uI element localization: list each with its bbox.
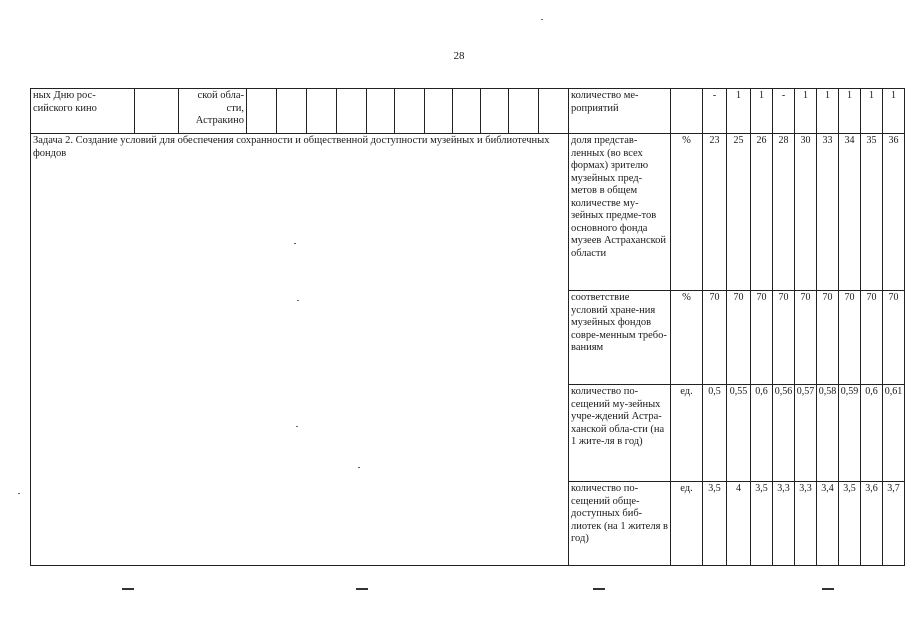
value-cell: 3,7 — [883, 482, 905, 566]
table-row — [31, 134, 905, 291]
value-cell: 1 — [861, 89, 883, 134]
scan-mark — [356, 588, 368, 590]
empty-cell — [135, 89, 179, 134]
value-cell: 70 — [703, 291, 727, 385]
value-cell: 0,55 — [727, 385, 751, 482]
value-cell: 23 — [703, 134, 727, 291]
value-cell: 0,59 — [839, 385, 861, 482]
value-cell: 33 — [817, 134, 839, 291]
indicator-name: количество по-сещений обще-доступных биб-лиотек (на 1 жителя в год) — [569, 482, 671, 566]
value-cell: 26 — [751, 134, 773, 291]
value-cell: 1 — [795, 89, 817, 134]
scan-speck — [296, 426, 298, 427]
scan-speck — [358, 467, 360, 468]
value-cell: 3,3 — [795, 482, 817, 566]
value-cell: 0,61 — [883, 385, 905, 482]
indicator-name: соответствие условий хране-ния музейных фондов совре-менным требо-ваниям — [569, 291, 671, 385]
value-cell: 28 — [773, 134, 795, 291]
indicator-unit: ед. — [671, 482, 703, 566]
value-cell: - — [773, 89, 795, 134]
value-cell: 70 — [751, 291, 773, 385]
executor-cell: ской обла-сти, Астракино — [179, 89, 247, 134]
value-cell: 70 — [883, 291, 905, 385]
scan-speck — [297, 300, 299, 301]
value-cell: 70 — [817, 291, 839, 385]
value-cell: 3,5 — [703, 482, 727, 566]
indicator-unit: % — [671, 291, 703, 385]
indicator-unit — [671, 89, 703, 134]
value-cell: 0,6 — [751, 385, 773, 482]
indicator-name: доля представ-ленных (во всех формах) зрителю музейных пред-метов в общем количестве му-зейных предме-тов основного фонда музеев Астраханской области — [569, 134, 671, 291]
value-cell: 36 — [883, 134, 905, 291]
value-cell: 0,6 — [861, 385, 883, 482]
value-cell: 3,5 — [839, 482, 861, 566]
indicator-unit: ед. — [671, 385, 703, 482]
value-cell: 25 — [727, 134, 751, 291]
indicator-name: количество по-сещений му-зейных учре-ждений Астра-ханской обла-сти (на 1 жите-ля в год) — [569, 385, 671, 482]
value-cell: 35 — [861, 134, 883, 291]
value-cell: 3,3 — [773, 482, 795, 566]
scan-mark — [122, 588, 134, 590]
value-cell: 0,5 — [703, 385, 727, 482]
scan-speck — [18, 493, 20, 494]
value-cell: 1 — [817, 89, 839, 134]
value-cell: 0,56 — [773, 385, 795, 482]
program-table — [30, 88, 905, 566]
value-cell: 1 — [727, 89, 751, 134]
task-description: Задача 2. Создание условий для обеспечения сохранности и общественной доступности музейных и библиотечных фондов — [31, 134, 569, 566]
event-name-cell: ных Дню рос-сийского кино — [31, 89, 135, 134]
value-cell: 70 — [795, 291, 817, 385]
scan-mark — [593, 588, 605, 590]
indicator-name: количество ме-роприятий — [569, 89, 671, 134]
value-cell: 70 — [727, 291, 751, 385]
scan-speck — [294, 243, 296, 244]
value-cell: - — [703, 89, 727, 134]
value-cell: 4 — [727, 482, 751, 566]
page-number: 28 — [453, 50, 465, 62]
value-cell: 3,5 — [751, 482, 773, 566]
value-cell: 70 — [773, 291, 795, 385]
table-row — [31, 89, 905, 134]
value-cell: 1 — [839, 89, 861, 134]
value-cell: 30 — [795, 134, 817, 291]
value-cell: 3,4 — [817, 482, 839, 566]
scan-speck — [541, 19, 543, 20]
scan-mark — [822, 588, 834, 590]
value-cell: 0,57 — [795, 385, 817, 482]
value-cell: 3,6 — [861, 482, 883, 566]
value-cell: 1 — [751, 89, 773, 134]
value-cell: 70 — [861, 291, 883, 385]
value-cell: 1 — [883, 89, 905, 134]
indicator-unit: % — [671, 134, 703, 291]
value-cell: 0,58 — [817, 385, 839, 482]
value-cell: 34 — [839, 134, 861, 291]
value-cell: 70 — [839, 291, 861, 385]
